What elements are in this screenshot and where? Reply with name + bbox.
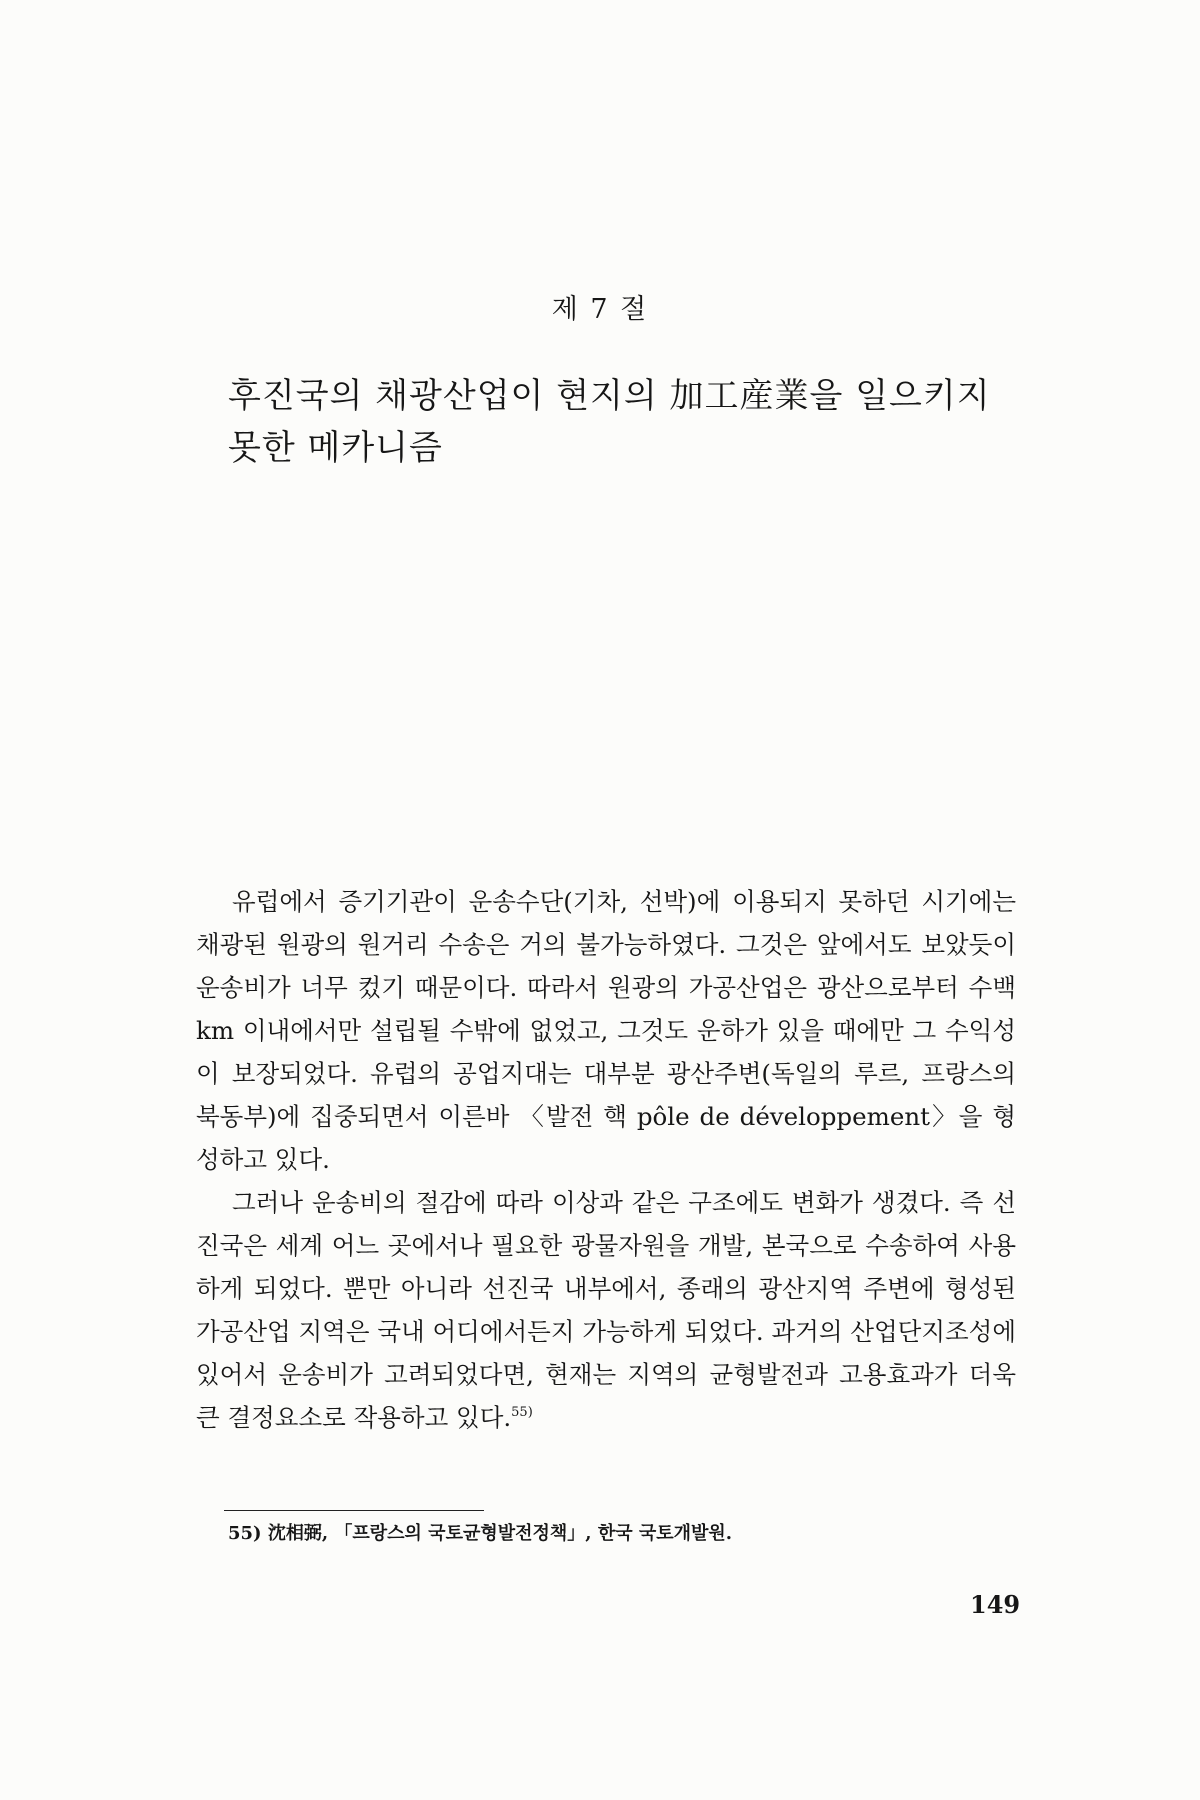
footnote: 55) 沈相弼, 「프랑스의 국토균형발전정책」, 한국 국토개발원. [228, 1523, 733, 1544]
body-paragraph-2 [196, 1181, 1016, 1439]
body-text [196, 880, 1016, 1439]
section-heading: 제 7 절 [551, 294, 649, 325]
page-number: 149 [970, 1590, 1021, 1619]
footnote-divider [224, 1510, 484, 1511]
body-paragraph-2-text: 그러나 운송비의 절감에 따라 이상과 같은 구조에도 변화가 생겼다. 즉 선진국은 세계 어느 곳에서나 필요한 광물자원을 개발, 본국으로 수송하여 사용하게 되었다. 뿐만 아니라 선진국 내부에서, 종래의 광산지역 주변에 형성된 가공산업 지역은 국내 어디에서든지 가능하게 되었다. 과거의 산업단지조성에 있어서 운송비가 고려되었다면, 현재는 지역의 균형발전과 고용효과가 더욱 큰 결정요소로 작용하고 있다. [196, 1188, 1016, 1432]
body-paragraph-1: 유럽에서 증기기관이 운송수단(기차, 선박)에 이용되지 못하던 시기에는 채광된 원광의 원거리 수송은 거의 불가능하였다. 그것은 앞에서도 보았듯이 운송비가 너무 컸기 때문이다. 따라서 원광의 가공산업은 광산으로부터 수백 km 이내에서만 설립될 수밖에 없었고, 그것도 운하가 있을 때에만 그 수익성이 보장되었다. 유럽의 공업지대는 대부분 광산주변(독일의 루르, 프랑스의 북동부)에 집중되면서 이른바 〈발전 핵 pôle de développement〉을 형성하고 있다. [196, 887, 1016, 1174]
section-title: 후진국의 채광산업이 현지의 加工産業을 일으키지 못한 메카니즘 [228, 376, 991, 468]
footnote-reference: 55) [511, 1405, 533, 1420]
